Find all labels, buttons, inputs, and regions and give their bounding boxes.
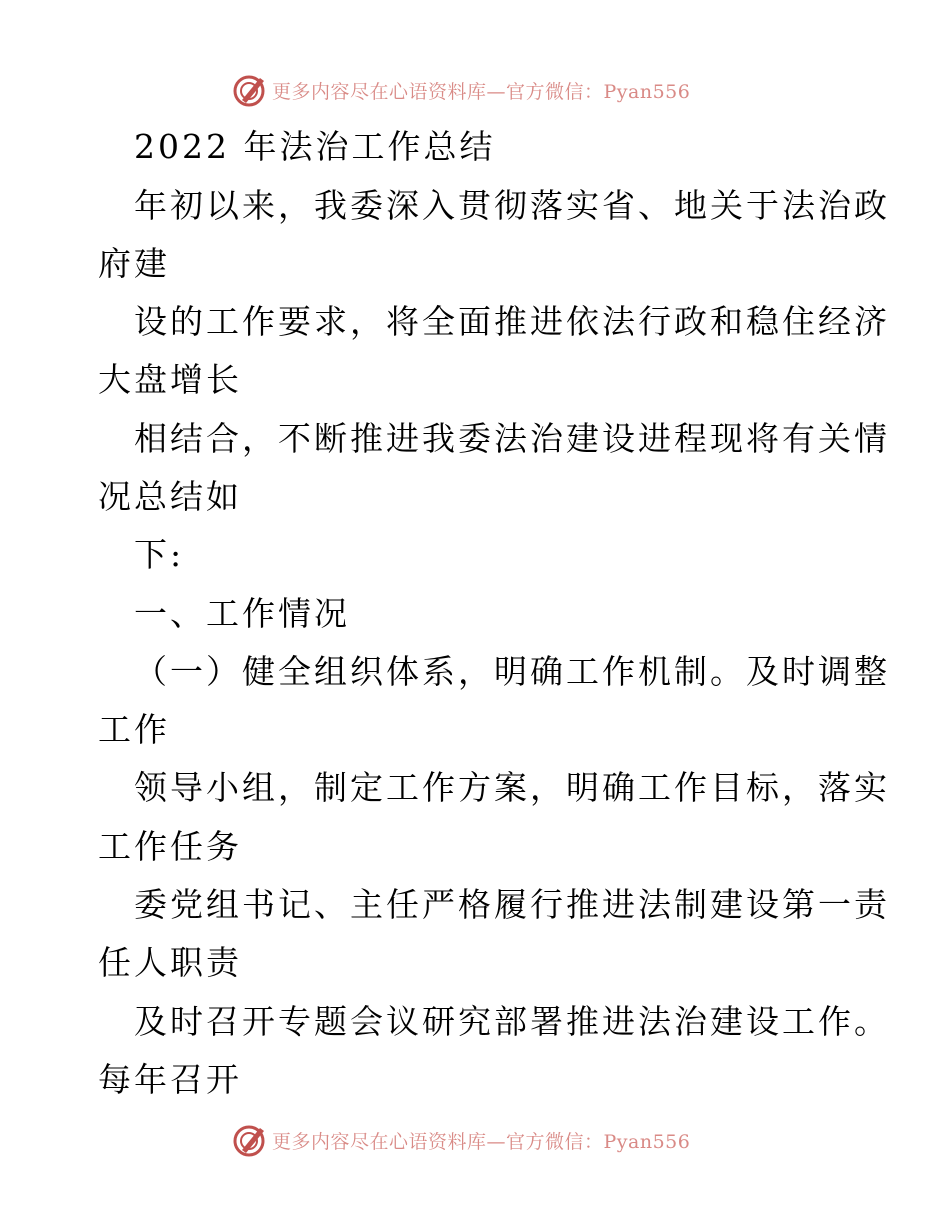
section-heading: 一、工作情况 [134,594,350,633]
header-watermark-banner [232,70,732,110]
subsection-heading: （一）健全组织体系，明确工作机制。及时调整 [134,652,890,691]
paragraph-line: 每年召开 [98,1060,242,1099]
paragraph-line: 况总结如 [98,477,242,516]
paragraph-line: 领导小组，制定工作方案，明确工作目标，落实 [134,768,890,807]
paragraph-line: 下: [134,535,185,574]
paragraph-line: 及时召开专题会议研究部署推进法治建设工作。 [134,1002,890,1041]
paragraph-line: 大盘增长 [98,360,242,399]
document-title: 2022 年法治工作总结 [134,127,496,166]
paragraph-line: 相结合，不断推进我委法治建设进程现将有关情 [134,419,890,458]
footer-watermark-banner [232,1120,732,1160]
footer-watermark-text: 更多内容尽在心语资料库—官方微信：Pyan556 [272,1130,691,1153]
pen-logo-icon [232,72,268,108]
paragraph-line: 年初以来，我委深入贯彻落实省、地关于法治政 [134,186,890,225]
pen-logo-icon [232,1122,268,1158]
paragraph-line: 委党组书记、主任严格履行推进法制建设第一责 [134,885,890,924]
paragraph-line: 工作任务 [98,827,242,866]
paragraph-line: 设的工作要求，将全面推进依法行政和稳住经济 [134,302,890,341]
paragraph-line: 任人职责 [98,943,242,982]
header-watermark-text: 更多内容尽在心语资料库—官方微信：Pyan556 [272,80,691,103]
paragraph-line: 工作 [98,710,170,749]
paragraph-line: 府建 [98,244,170,283]
